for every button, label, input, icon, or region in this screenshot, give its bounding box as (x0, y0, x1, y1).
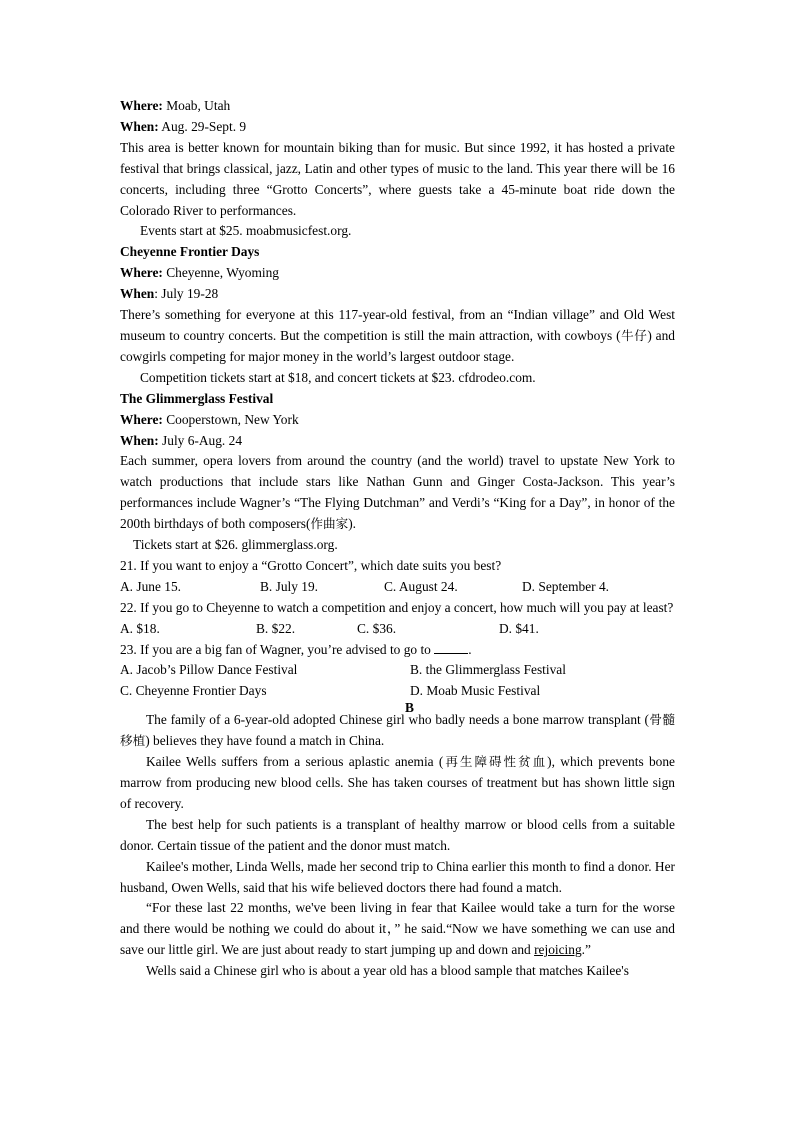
option-d: D. September 4. (522, 578, 610, 594)
passage-b-paragraph-6: Wells said a Chinese girl who is about a year old has a blood sample that matches Kailee's (146, 963, 629, 979)
passage-b-paragraph-4: Kailee's mother, Linda Wells, made her second trip to China earlier this month to find a donor. Her husband, Owen Wells, said that his wife believed doctors there had found a match. (120, 858, 675, 895)
text-run: Each summer, opera lovers from around the country (and the world) travel to upstate New York to watch productions that include stars like Nathan Gunn and Ginger Costa-Jackson. This year’s performances include Wagner’s “The Flying Dutchman” and Verdi’s “King for a Day”, in honor of the 200th birthdays of both composers( (120, 453, 675, 532)
moab-where (120, 96, 675, 117)
text-run: There’s something for everyone at this 117-year-old festival, from an “Indian village” and Old West museum to country concerts. But the competition is still the main attraction, with cowboys ( (120, 307, 675, 343)
cheyenne-where-value: Cheyenne, Wyoming (162, 265, 279, 281)
text-run: The family of a 6-year-old adopted Chinese girl who badly needs a bone marrow transplant ( (146, 712, 649, 728)
when-label: When: (120, 432, 159, 448)
option-a: A. June 15. (120, 578, 181, 594)
passage-b-paragraph-3: The best help for such patients is a transplant of healthy marrow or blood cells from a suitable donor. Certain tissue of the patient and the donor must match. (120, 816, 675, 853)
question-22-stem: 22. If you go to Cheyenne to watch a competition and enjoy a concert, how much will you pay at least? (120, 599, 674, 615)
glimmerglass-description (120, 451, 675, 535)
text-run: “For these last 22 months, we've been living in fear that Kailee would take a turn for the worse and there would be nothing we could do about it，” he said.“Now we have something we can use and save our little girl. We are just about ready to start jumping up and down and (120, 900, 675, 958)
text-run: ). (348, 516, 357, 532)
option-d: D. Moab Music Festival (410, 683, 541, 699)
underlined-word: rejoicing (534, 942, 582, 958)
glimmerglass-where-value: Cooperstown, New York (162, 411, 299, 427)
option-d: D. $41. (499, 620, 539, 636)
passage-b-paragraph-5 (120, 898, 675, 961)
moab-when-value: Aug. 29-Sept. 9 (158, 118, 247, 134)
passage-b-paragraph-1 (120, 710, 675, 752)
text-run: 23. If you are a big fan of Wagner, you’re advised to go to (120, 641, 435, 657)
option-c: C. Cheyenne Frontier Days (120, 683, 267, 699)
text-run: ) and cowgirls competing for major money in the world’s largest outdoor stage. (120, 327, 675, 364)
option-b: B. July 19. (260, 578, 319, 594)
document-page (120, 96, 675, 982)
option-a: A. $18. (120, 620, 160, 636)
text-run: ) believes they have found a match in China. (145, 733, 385, 749)
section-label: B (405, 700, 414, 716)
cheyenne-tickets: Competition tickets start at $18, and concert tickets at $23. cfdrodeo.com. (140, 369, 536, 385)
when-label: When: (120, 118, 159, 134)
question-21-stem: 21. If you want to enjoy a “Grotto Concert”, which date suits you best? (120, 557, 502, 573)
glimmerglass-when (120, 431, 675, 452)
chinese-gloss: 再生障碍性贫血 (443, 754, 548, 770)
glimmerglass-tickets: Tickets start at $26. glimmerglass.org. (133, 537, 338, 553)
option-b: B. $22. (256, 620, 296, 636)
glimmerglass-when-value: July 6-Aug. 24 (158, 432, 243, 448)
where-label: Where: (120, 265, 163, 281)
moab-when (120, 117, 675, 138)
text-run: .” (581, 942, 591, 958)
cheyenne-description (120, 305, 675, 368)
cheyenne-where (120, 263, 675, 284)
where-label: Where: (120, 411, 163, 427)
chinese-gloss: 牛仔 (620, 327, 648, 343)
option-c: C. $36. (357, 620, 397, 636)
text-run: . (468, 641, 472, 657)
moab-description: This area is better known for mountain biking than for music. But since 1992, it has hosted a private festival that brings classical, jazz, Latin and other types of music to the land. This year there will be 16 concerts, including three “Grotto Concerts”, where guests take a 45-minute boat ride down the Colorado River to performances. (120, 139, 675, 218)
glimmerglass-title: The Glimmerglass Festival (120, 390, 274, 406)
answer-blank (434, 653, 468, 654)
moab-where-value: Moab, Utah (162, 98, 231, 113)
section-b-heading (120, 700, 675, 716)
text-run: ), which prevents bone marrow from producing new blood cells. She has taken courses of treatment but has shown little sign of recovery. (120, 754, 675, 811)
when-label: When (120, 286, 155, 302)
cheyenne-when (120, 284, 675, 305)
question-23-stem (120, 640, 675, 661)
chinese-gloss: 骨髓移植 (120, 712, 676, 749)
option-b: B. the Glimmerglass Festival (410, 662, 566, 678)
moab-events: Events start at $25. moabmusicfest.org. (140, 223, 352, 239)
option-a: A. Jacob’s Pillow Dance Festival (120, 662, 298, 678)
glimmerglass-where (120, 410, 675, 431)
question-23-options-row-1 (120, 660, 675, 681)
where-label: Where: (120, 98, 163, 113)
cheyenne-when-value: : July 19-28 (154, 286, 219, 302)
chinese-gloss: 作曲家 (310, 516, 349, 532)
passage-b-paragraph-2 (120, 752, 675, 815)
text-run: Kailee Wells suffers from a serious aplastic anemia ( (146, 754, 444, 770)
question-23-options-row-2 (120, 681, 675, 702)
question-22-options (120, 619, 675, 640)
question-21-options (120, 577, 675, 598)
cheyenne-title: Cheyenne Frontier Days (120, 244, 260, 260)
option-c: C. August 24. (384, 578, 458, 594)
